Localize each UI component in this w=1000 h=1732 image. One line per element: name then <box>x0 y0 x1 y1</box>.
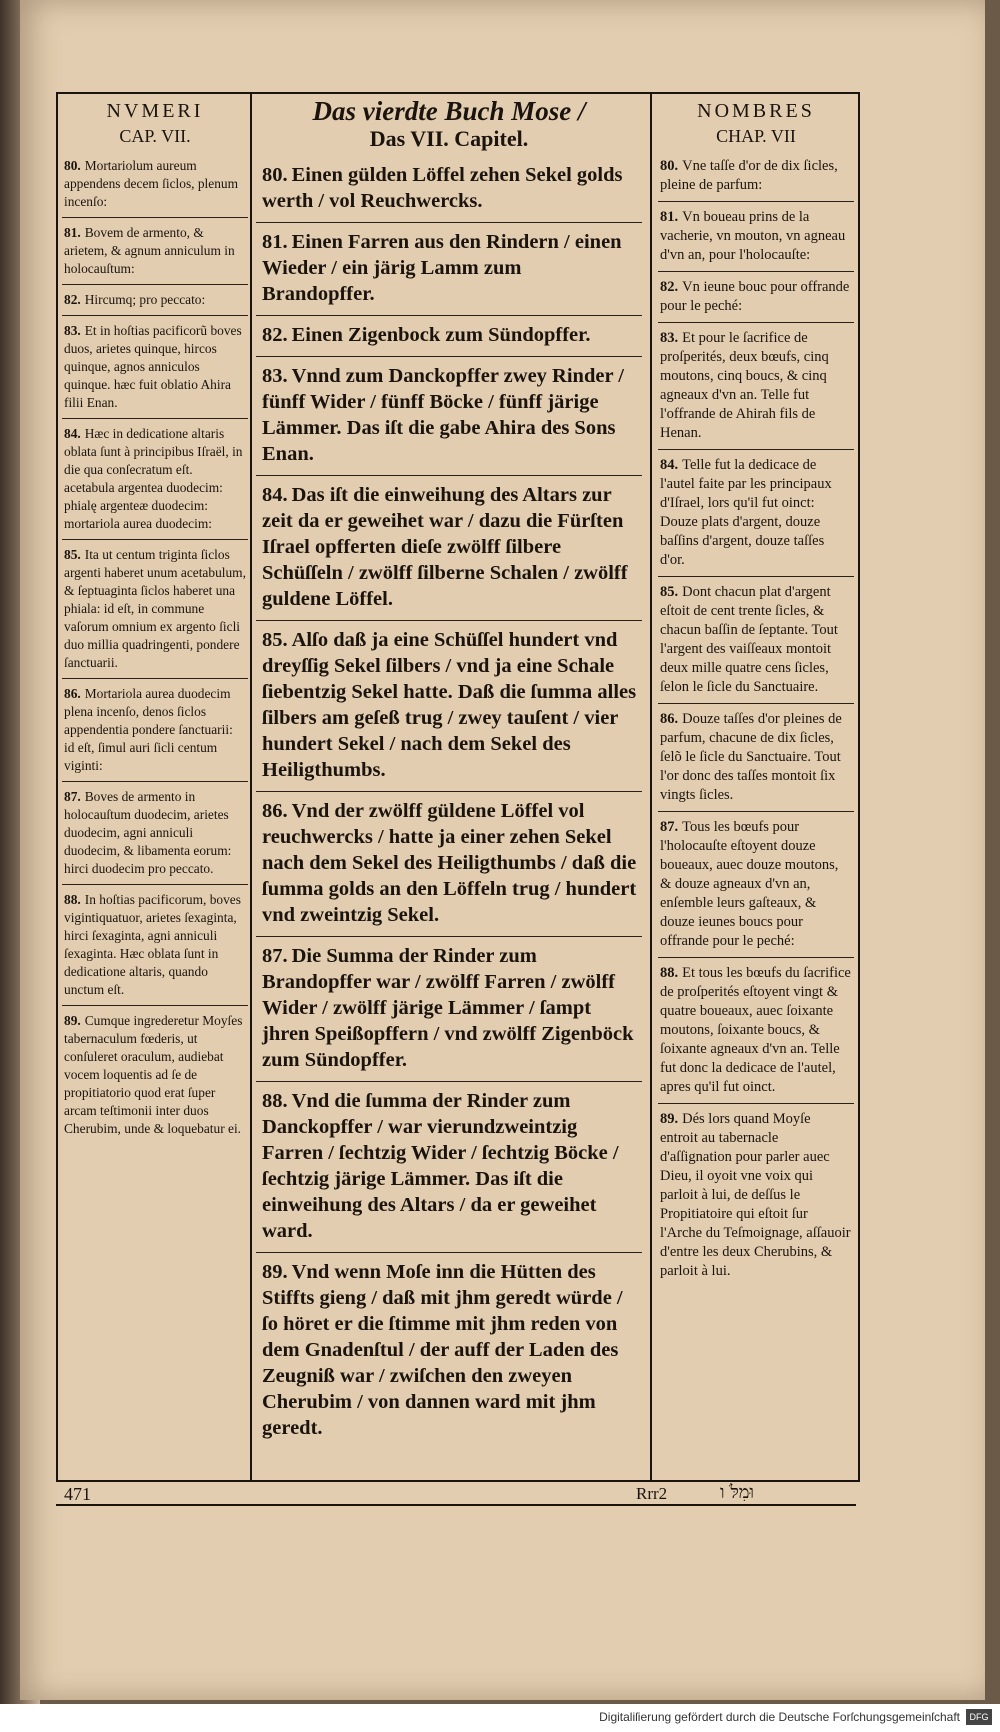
verse-number: 80. <box>660 158 679 174</box>
verse-number: 81. <box>660 209 679 225</box>
signature-mark: Rrr2 <box>636 1484 668 1503</box>
verse-number: 88. <box>660 965 679 981</box>
dfg-logo: DFG <box>966 1709 992 1725</box>
german-verse <box>256 792 642 937</box>
latin-verse <box>62 419 248 540</box>
german-verse <box>256 1253 642 1449</box>
french-verse <box>658 577 854 704</box>
chapter-latin: CAP. VII. <box>119 126 191 146</box>
header-german: Das vierdte Buch Mose / <box>312 96 586 126</box>
german-verse <box>256 223 642 316</box>
latin-verse <box>62 285 248 316</box>
verse-number: 87. <box>262 945 288 967</box>
header-french: NOMBRES <box>697 100 815 122</box>
verse-text: Einen Zigenbock zum Sündopffer. <box>291 324 591 346</box>
latin-verse <box>62 782 248 885</box>
latin-verse <box>62 316 248 419</box>
french-verse <box>658 450 854 577</box>
french-verse <box>658 958 854 1104</box>
verse-text: Telle fut la dedicace de l'autel faite par les principaux d'Iſrael, lors qu'il fut oinct: Douze plats d'argent, douze baſſins d'argent, douze taſſes d'or. <box>660 457 832 568</box>
verse-text: Mortariolum aureum appendens decem ſiclos, plenum incenſo: <box>64 158 239 209</box>
verse-number: 82. <box>64 292 81 307</box>
verse-text: In hoſtias pacificorum, boves vigintiquatuor, arietes ſexaginta, hirci ſexaginta, agni anniculi ſexaginta. Hæc oblata ſunt in dedicatione altaris, quando unctum eſt. <box>64 892 241 997</box>
verse-text: Vnd wenn Moſe inn die Hütten des Stiffts gieng / daß mit jhm geredt würde / ſo höret er die ſtimme mit jhm reden von dem Gnadenſtul / der auff der Laden des Zeugniß war / zwiſchen den zweyen Cherubim / von dannen ward mit jhm geredt. <box>262 1261 623 1439</box>
verse-number: 86. <box>262 800 288 822</box>
german-verse <box>256 1082 642 1253</box>
verse-number: 80. <box>64 158 81 173</box>
verse-text: Vnd der zwölff güldene Löffel vol reuchwercks / hatte ja einer zehen Sekel nach dem Sekel des Heiligthumbs / daß die ſumma golds an den Löffeln trug / hundert vnd zweintzig Sekel. <box>262 800 637 926</box>
header-latin: NVMERI <box>106 100 204 122</box>
verse-number: 85. <box>64 547 81 562</box>
verse-number: 84. <box>660 457 679 473</box>
verse-text: Dont chacun plat d'argent eſtoit de cent trente ſicles, & chacun baſſin de ſeptante. Tout l'argent des vaiſſeaux montoit deux mille quatre cens ſicles, ſelon le ſicle du Sanctuaire. <box>660 584 838 695</box>
verse-text: Cumque ingrederetur Moyſes tabernaculum fœderis, ut conſuleret oraculum, audiebat vocem loquentis ad ſe de propitiatorio quod erat ſuper arcam teſtimonii inter duos Cherubim, unde & loquebatur ei. <box>64 1013 243 1136</box>
french-verse <box>658 272 854 323</box>
verse-text: Hircumq; pro peccato: <box>84 292 206 307</box>
latin-verse <box>62 218 248 285</box>
verse-number: 87. <box>64 789 81 804</box>
verse-number: 81. <box>262 231 288 253</box>
verse-text: Bovem de armento, & arietem, & agnum anniculum in holocauſtum: <box>64 225 235 276</box>
verse-number: 88. <box>64 892 81 907</box>
german-verses <box>256 156 642 1449</box>
book-page <box>20 0 985 1700</box>
french-verse <box>658 704 854 812</box>
verse-number: 83. <box>64 323 81 338</box>
verse-text: Dés lors quand Moyſe entroit au tabernacle d'aſſignation pour parler auec Dieu, il oyoit vne voix qui parloit à lui, de deſſus le Propitiatoire qui eſtoit ſur l'Arche du Teſmoignage, aſſauoir d'entre les deux Cherubins, & parloit à lui. <box>660 1111 851 1279</box>
latin-verse <box>62 151 248 218</box>
verse-number: 88. <box>262 1090 288 1112</box>
digitization-credit: Digitaliſierung gefördert durch die Deutsche Forſchungsgemeinſchaft <box>599 1710 960 1724</box>
verse-text: Et in hoſtias pacificorũ boves duos, arietes quinque, hircos quinque, agnos anniculos quinque. hæc fuit oblatio Ahira filii Enan. <box>64 323 242 410</box>
verse-number: 87. <box>660 819 679 835</box>
verse-text: Die Summa der Rinder zum Brandopffer war / zwölff Farren / zwölff Wider / zwölff järige Lämmer / ſampt jhren Speißopffern / vnd zwölff Zigenböck zum Sündopffer. <box>262 945 634 1071</box>
verse-text: Vn boueau prins de la vacherie, vn mouton, vn agneau d'vn an, pour l'holocauſte: <box>660 209 846 263</box>
latin-verse <box>62 1006 248 1144</box>
digitization-footer <box>0 1704 1000 1732</box>
verse-number: 85. <box>262 629 288 651</box>
german-verse <box>256 621 642 792</box>
verse-number: 83. <box>660 330 679 346</box>
french-verse <box>658 1104 854 1287</box>
column-divider-left <box>250 94 252 1480</box>
verse-number: 89. <box>262 1261 288 1283</box>
french-verse <box>658 151 854 202</box>
verse-text: Tous les bœufs pour l'holocauſte eſtoyent douze boueaux, auec douze moutons, & douze agneaux d'vn an, enſemble leurs gaſteaux, & douze ieunes boucs pour offrande pour le peché: <box>660 819 839 949</box>
german-verse <box>256 316 642 357</box>
chapter-french: CHAP. VII <box>716 126 796 146</box>
verse-number: 84. <box>262 484 288 506</box>
verse-text: Douze taſſes d'or pleines de parfum, chacune de dix ſicles, ſelõ le ſicle du Sanctuaire. Tout l'or donc des taſſes montoit ſix vingts ſicles. <box>660 711 842 803</box>
verse-text: Ita ut centum triginta ſiclos argenti haberet unum acetabulum, & ſeptuaginta ſiclos haberet una phiala: id eſt, in commune vaſorum omnium ex argento ſicli duo millia quadringenti, pondere ſanctuarii. <box>64 547 246 670</box>
latin-verses <box>62 151 248 1144</box>
verse-text: Et tous les bœufs du ſacrifice de proſperités eſtoyent vingt & quatre boueaux, auec ſoixante moutons, ſoixante boucs, & ſoixante agneaux d'vn an. Telle fut donc la dedicace de l'autel, apres qu'il fut oinct. <box>660 965 851 1095</box>
chapter-german: Das VII. Capitel. <box>369 126 529 151</box>
verse-text: Hæc in dedicatione altaris oblata ſunt à principibus Iſraël, in die qua conſecratum eſt. acetabula argentea duodecim: phialę argenteæ duodecim: mortariola aurea duodecim: <box>64 426 243 531</box>
verse-text: Et pour le ſacrifice de proſperités, deux bœufs, cinq moutons, cinq boucs, & cinq agneaux d'vn an. Telle fut l'offrande de Ahirah fils de Henan. <box>660 330 829 441</box>
page-number: 471 <box>64 1484 91 1504</box>
latin-verse <box>62 679 248 782</box>
verse-text: Vne taſſe d'or de dix ſicles, pleine de parfum: <box>660 158 838 193</box>
german-verse <box>256 357 642 476</box>
verse-text: Einen gülden Löffel zehen Sekel golds werth / vol Reuchwercks. <box>262 164 623 212</box>
verse-number: 86. <box>64 686 81 701</box>
latin-verse <box>62 885 248 1006</box>
verse-number: 80. <box>262 164 288 186</box>
verse-text: Mortariola aurea duodecim plena incenſo, denos ſiclos appendentia pondere ſanctuarii: id eſt, ſimul auri ſicli centum viginti: <box>64 686 233 773</box>
column-divider-right <box>650 94 652 1480</box>
verse-number: 83. <box>262 365 288 387</box>
hebrew-catchword: וּמִלֹּ ו <box>720 1482 755 1503</box>
verse-number: 89. <box>660 1111 679 1127</box>
verse-number: 89. <box>64 1013 81 1028</box>
verse-number: 82. <box>262 324 288 346</box>
latin-column <box>62 94 248 1144</box>
verse-text: Vnd die ſumma der Rinder zum Danckopffer / war vierundzweintzig Farren / ſechtzig Wider / ſechtzig Böcke / ſechtzig järige Lämmer. Das iſt die einweihung des Altars / da er geweihet ward. <box>262 1090 619 1242</box>
footer-rule <box>56 1504 856 1506</box>
verse-text: Boves de armento in holocauſtum duodecim, arietes duodecim, agni anniculi duodecim, & libamenta eorum: hirci duodecim pro peccato. <box>64 789 232 876</box>
verse-text: Einen Farren aus den Rindern / einen Wieder / ein järig Lamm zum Brandopffer. <box>262 231 622 305</box>
verse-text: Das iſt die einweihung des Altars zur zeit da er geweihet war / dazu die Fürſten Iſrael opfferten dieſe zwölff ſilbere Schüſſeln / zwölff ſilberne Schalen / zwölff guldene Löffel. <box>262 484 628 610</box>
verse-number: 82. <box>660 279 679 295</box>
verse-text: Vn ieune bouc pour offrande pour le peché: <box>660 279 850 314</box>
verse-text: Alſo daß ja eine Schüſſel hundert vnd dreyſſig Sekel ſilbers / vnd ja eine Schale ſiebentzig Sekel hatte. Daß die ſumma alles ſilbers am geſeß trug / zwey tauſent / vier hundert Sekel / nach dem Sekel des Heiligthumbs. <box>262 629 637 781</box>
french-verse <box>658 202 854 272</box>
verse-number: 85. <box>660 584 679 600</box>
latin-verse <box>62 540 248 679</box>
german-verse <box>256 937 642 1082</box>
verse-number: 86. <box>660 711 679 727</box>
german-verse <box>256 156 642 223</box>
german-verse <box>256 476 642 621</box>
french-column <box>658 94 854 1287</box>
french-verse <box>658 323 854 450</box>
german-column <box>256 94 642 1449</box>
text-frame <box>56 92 860 1482</box>
verse-text: Vnnd zum Danckopffer zwey Rinder / fünff Wider / fünff Böcke / fünff järige Lämmer. Das iſt die gabe Ahira des Sons Enan. <box>262 365 624 465</box>
verse-number: 84. <box>64 426 81 441</box>
french-verses <box>658 151 854 1287</box>
verse-number: 81. <box>64 225 81 240</box>
french-verse <box>658 812 854 958</box>
